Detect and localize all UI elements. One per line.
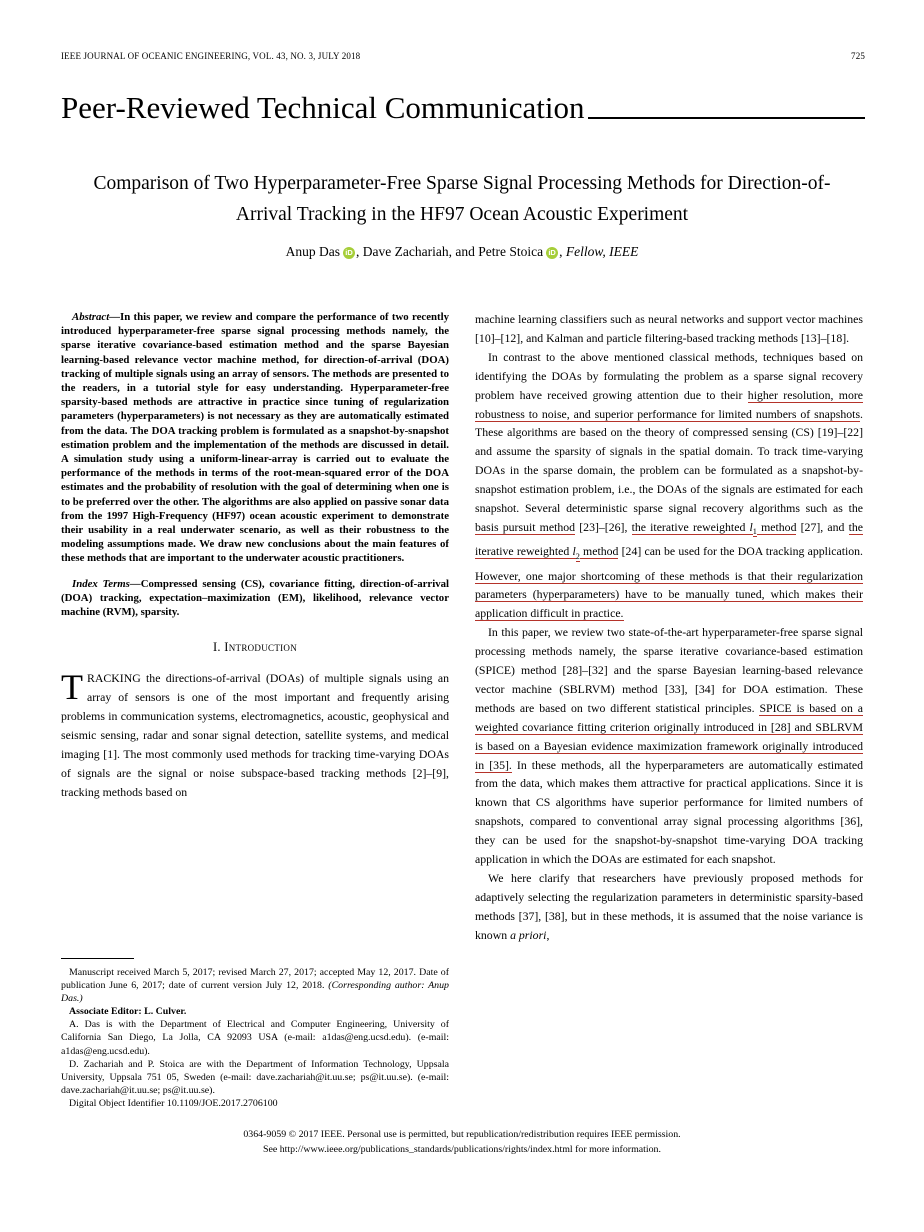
drop-cap: T [61,667,83,708]
footnote-doi: Digital Object Identifier 10.1109/JOE.2017.2706100 [69,1097,278,1109]
paper-title: Comparison of Two Hyperparameter-Free Sparse Signal Processing Methods for Direction-of-Arrival Tracking in the HF97 Ocean Acoustic Experiment [93,173,831,225]
footnote-rule [61,958,134,959]
banner-rule [588,117,865,119]
abstract [61,310,449,566]
orcid-icon: iD [343,247,355,259]
paragraph-sparse-recovery: In contrast to the above mentioned classical methods, techniques based on identifying the DOAs by formulating the problem as a sparse signal recovery problem have received growing attention due to their higher resolution, more robustness to noise, and superior performance for limited numbers of snapshots. These algorithms are based on the theory of compressed sensing (CS) [19]–[22] and assume the sparsity of signals in the spatial domain. To track time-varying DOAs in the sparse domain, the problem can be formulated as a snapshot-by-snapshot estimation problem, i.e., the DOAs of the signals are estimated for each snapshot. Several deterministic sparse signal recovery algorithms such as the basis pursuit method [23]–[26], the iterative reweighted $l_1$ method [27], and the iterative reweighted $l_2$ method [24] can be used for the DOA tracking application. However, one major shortcoming of these methods is that their regularization parameters (hyperparameters) have to be manually tuned, which makes their application difficult in practice. [475,349,863,621]
orcid-icon: iD [546,247,558,259]
copyright-footer [0,1128,924,1157]
intro-paragraph [61,669,449,801]
first-page-footnote [61,958,449,1110]
left-column [61,310,449,1110]
index-terms [61,577,449,620]
footnote-associate-editor: Associate Editor: L. Culver. [69,1006,187,1018]
footnote-affiliation-zachariah-stoica: D. Zachariah and P. Stoica are with the Department of Information Technology, Uppsala University, Uppsala 751 05, Sweden (e-mail: dave.zachariah@it.uu.se; ps@it.uu.se). (e-mail: dave.zachariah@it.uu.se; ps@it.uu.se). [61,1058,449,1096]
section-banner [61,90,865,126]
index-terms-label: Index Terms— [72,577,141,590]
paragraph-continuation: machine learning classifiers such as neural networks and support vector machines [10]–[12], and Kalman and particle filtering-based tracking methods [13]–[18]. [475,312,863,345]
abstract-label: Abstract— [72,311,120,323]
paragraph-prior-work: We here clarify that researchers have previously proposed methods for adaptively selecting the regularization parameters in deterministic sparsity-based methods [37], [38], but in these methods, it is assumed that the noise variance is known a priori, [475,871,863,942]
two-column-body [61,310,863,1110]
footnote-manuscript-history: Manuscript received March 5, 2017; revised March 27, 2017; accepted May 12, 2017. Date of publication June 6, 2017; date of current version July 12, 2018. (Corresponding author: Anup Das.) [61,966,449,1005]
author-line: Anup Das iD , Dave Zachariah, and Petre Stoica iD , Fellow, IEEE [285,244,639,259]
running-header [61,51,865,61]
index-terms-text: Compressed sensing (CS), covariance fitting, direction-of-arrival (DOA) tracking, expectation–maximization (EM), likelihood, relevance vector machine (RVM), sparsity. [61,577,449,619]
paragraph-spice-sblrvm: In this paper, we review two state-of-the-art hyperparameter-free sparse signal processing methods namely, the sparse iterative covariance-based estimation (SPICE) method [28]–[32] and the sparse Bayesian learning-based relevance vector machine (SBLRVM) method [33], [34] for DOA estimation. These methods are based on two different statistical principles. SPICE is based on a weighted covariance fitting criterion originally introduced in [28] and SBLRVM is based on a Bayesian evidence maximization framework originally introduced in [35]. In these methods, all the hyperparameters are automatically estimated from the data, which makes them attractive for practical applications. Since it is known that CS algorithms have superior performance for limited numbers of snapshots, compared to conventional array signal processing algorithms [36], they can be used for the snapshot-by-snapshot time-varying DOA tracking application in which the DOAs are estimated for each snapshot. [475,625,863,867]
right-column [475,310,863,1110]
section-heading-introduction: I. Introduction [212,640,298,655]
section-banner-title: Peer-Reviewed Technical Communication [61,90,585,125]
intro-text: RACKING the directions-of-arrival (DOAs) of multiple signals using an array of sensors is one of the most important and frequently arising problems in communication systems, electromagnetics, acoustic, geophysical and seismic sensing, radar and sonar signal detection, satellite systems, and medical imaging [1]. The most commonly used methods for tracking time-varying DOAs of signals are the signal or noise subspace-based tracking methods [2]–[9], tracking methods based on [61,671,449,799]
permissions-line: See http://www.ieee.org/publications_standards/publications/rights/index.html for more information. [263,1143,661,1155]
journal-name: IEEE JOURNAL OF OCEANIC ENGINEERING, VOL. 43, NO. 3, JULY 2018 [61,51,361,61]
footnote-affiliation-das: A. Das is with the Department of Electrical and Computer Engineering, University of California San Diego, La Jolla, CA 92093 USA (e-mail: a1das@eng.ucsd.edu). (e-mail: a1das@eng.ucsd.edu). [61,1019,449,1057]
copyright-line: 0364-9059 © 2017 IEEE. Personal use is permitted, but republication/redistribution requires IEEE permission. [243,1129,681,1140]
abstract-text: In this paper, we review and compare the performance of two recently introduced hyperparameter-free sparse signal processing methods namely, the sparse iterative covariance-based estimation method and the sparse Bayesian learning-based relevance vector machine method, for direction-of-arrival (DOA) tracking of multiple signals using an array of sensors. The methods are presented to the readers, in a tutorial style for easy understanding. Hyperparameter-free sparsity-based methods are attractive in practice since tuning of regularization parameters (hyperparameters) is not necessary as they are automatically estimated from the data. The DOA tracking problem is formulated as a snapshot-by-snapshot estimation problem and the implementation of the methods are discussed in detail. A simulation study using a uniform-linear-array is carried out to evaluate the performance of the methods in terms of the root-mean-squared error of the DOA estimates and the probability of resolution with the goal of determining when one is to be preferred over the other. The algorithms are also applied on passive sonar data from the 1997 High-Frequency (HF97) ocean acoustic experiment to demonstrate their usability in a real underwater scenario, as well as their robustness to the modeling assumptions made. We draw new conclusions about the main features of these methods that are important to the underwater acoustic practitioners. [61,311,449,565]
page-number: 725 [851,51,865,61]
